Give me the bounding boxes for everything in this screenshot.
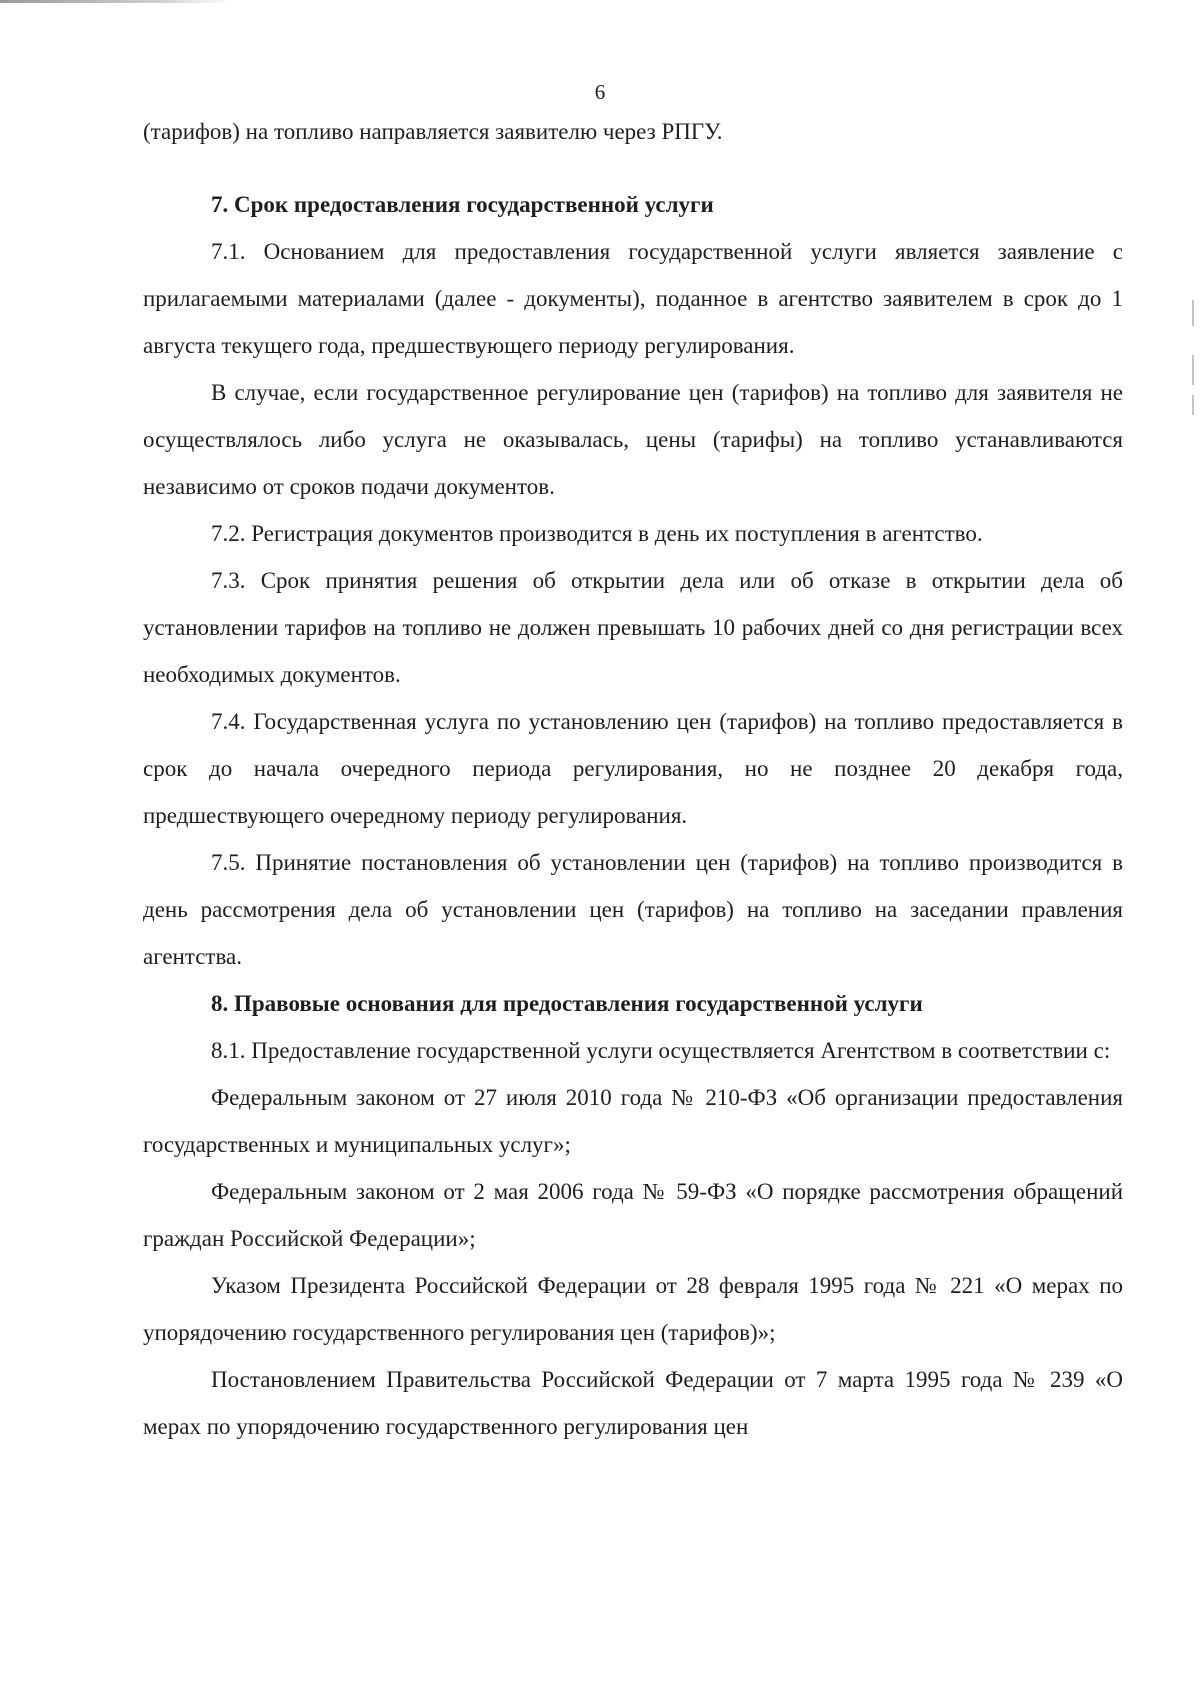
paragraph-7-1-case: В случае, если государственное регулирование цен (тарифов) на топливо для заявителя не осуществлялось либо услуга не оказывалась, цены (тарифы) на топливо устанавливаются независимо от сроков подачи документов. [143, 380, 1123, 499]
decree-reference-221: Указом Президента Российской Федерации от 28 февраля 1995 года № 221 «О мерах по упорядочению государственного регулирования цен (тарифов)»; [143, 1273, 1123, 1345]
section-heading-8: 8. Правовые основания для предоставления государственной услуги [211, 991, 923, 1016]
scan-edge-mark [0, 0, 230, 3]
document-body [143, 108, 1123, 1450]
paragraph-8-1: 8.1. Предоставление государственной услуги осуществляется Агентством в соответствии с: [211, 1038, 1111, 1063]
resolution-reference-239: Постановлением Правительства Российской Федерации от 7 марта 1995 года № 239 «О мерах по упорядочению государственного регулирования цен [143, 1367, 1123, 1439]
paragraph-7-2: 7.2. Регистрация документов производится в день их поступления в агентство. [211, 521, 983, 546]
margin-scan-mark [1192, 395, 1194, 415]
paragraph-7-3: 7.3. Срок принятия решения об открытии дела или об отказе в открытии дела об установлении тарифов на топливо не должен превышать 10 рабочих дней со дня регистрации всех необходимых документов. [143, 568, 1123, 687]
paragraph-7-4: 7.4. Государственная услуга по установлению цен (тарифов) на топливо предоставляется в срок до начала очередного периода регулирования, но не позднее 20 декабря года, предшествующего очередному периоду регулирования. [143, 709, 1123, 828]
margin-scan-mark [1192, 355, 1194, 385]
margin-scan-mark [1192, 300, 1194, 326]
section-heading-7: 7. Срок предоставления государственной услуги [211, 192, 714, 217]
section-gap [143, 155, 1123, 181]
continuation-paragraph: (тарифов) на топливо направляется заявителю через РПГУ. [143, 119, 723, 144]
page-number: 6 [594, 80, 606, 104]
law-reference-210: Федеральным законом от 27 июля 2010 года № 210-ФЗ «Об организации предоставления государственных и муниципальных услуг»; [143, 1085, 1123, 1157]
paragraph-7-1: 7.1. Основанием для предоставления государственной услуги является заявление с прилагаемыми материалами (далее - документы), поданное в агентство заявителем в срок до 1 августа текущего года, предшествующего периоду регулирования. [143, 239, 1123, 358]
paragraph-7-5: 7.5. Принятие постановления об установлении цен (тарифов) на топливо производится в день рассмотрения дела об установлении цен (тарифов) на топливо на заседании правления агентства. [143, 850, 1123, 969]
law-reference-59: Федеральным законом от 2 мая 2006 года № 59-ФЗ «О порядке рассмотрения обращений граждан Российской Федерации»; [143, 1179, 1123, 1251]
